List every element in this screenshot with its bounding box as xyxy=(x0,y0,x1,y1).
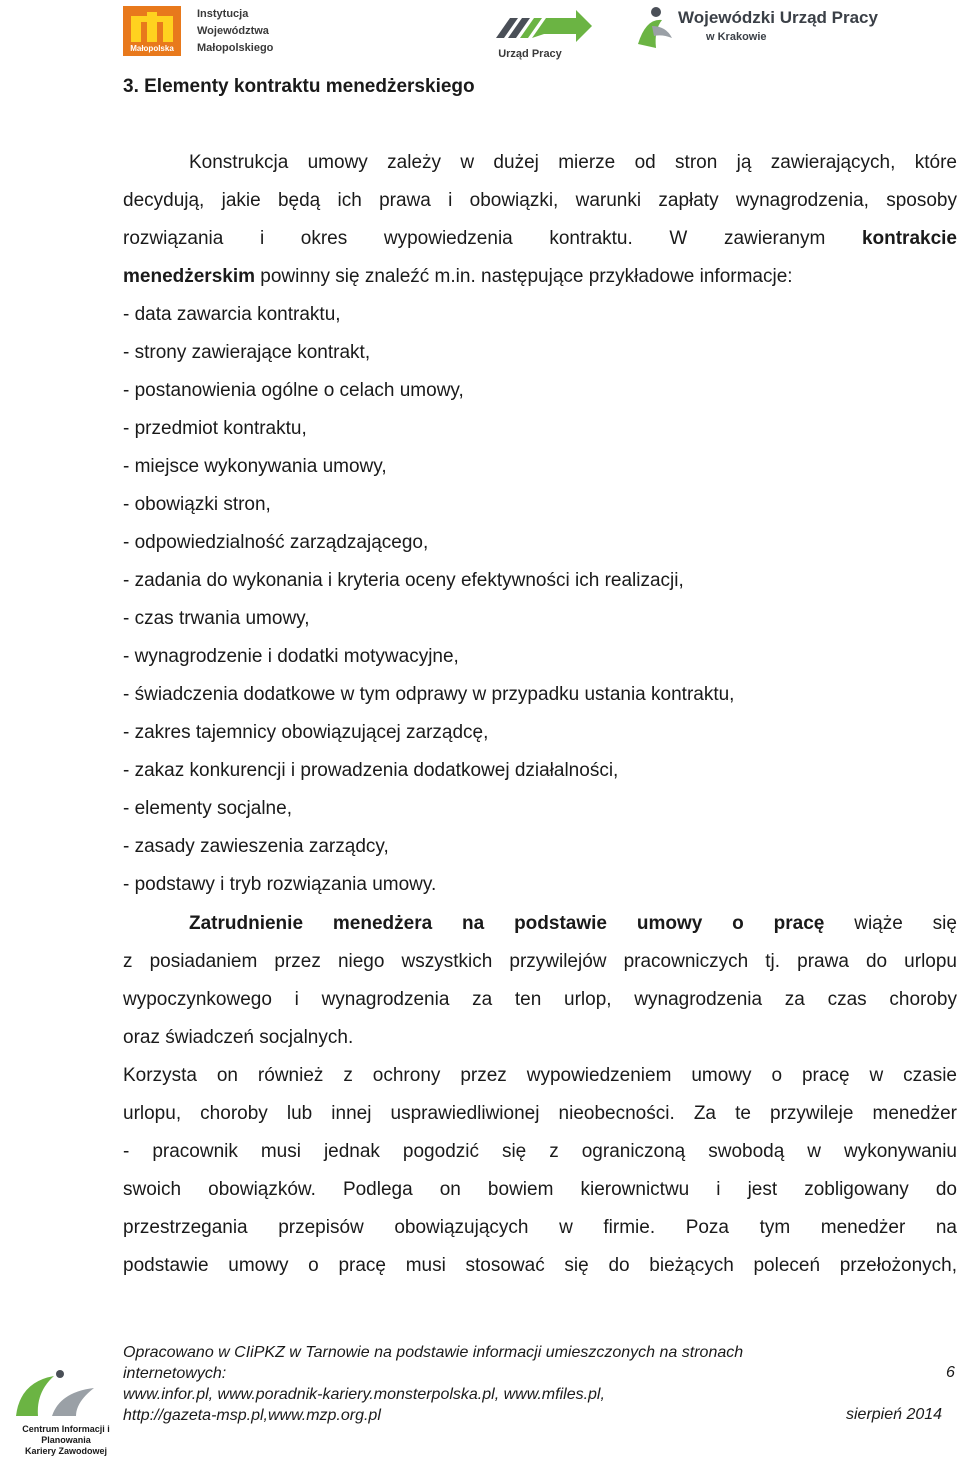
para3-line-5: przestrzegania przepisów obowiązujących w firmie. Poza tym menedżer na xyxy=(123,1217,957,1238)
para2-line-2: z posiadaniem przez niego wszystkich przywilejów pracowniczych tj. prawa do urlopu xyxy=(123,951,957,972)
section-heading: 3. Elementy kontraktu menedżerskiego xyxy=(123,76,475,97)
footer-line-2: internetowych: xyxy=(123,1365,227,1382)
footer-date: sierpień 2014 xyxy=(846,1406,943,1423)
intro-line-3-text: rozwiązania i okres wypowiedzenia kontraktu. W zawieranym xyxy=(123,228,826,249)
intro-keyword-menedzerskim: menedżerskim xyxy=(123,266,256,287)
para3-line-4: swoich obowiązków. Podlega on bowiem kierownictwu i jest zobligowany do xyxy=(123,1179,957,1200)
cipkz-logo xyxy=(2,1362,128,1454)
urzad-pracy-emblem xyxy=(492,4,596,48)
wup-logo xyxy=(632,4,932,56)
list-item: - strony zawierające kontrakt, xyxy=(123,342,371,363)
wup-emblem xyxy=(632,4,676,56)
para2-line-3: wypoczynkowego i wynagrodzenia za ten urlop, wynagrodzenia za czas choroby xyxy=(123,989,957,1010)
wup-name: Wojewódzki Urząd Pracy xyxy=(678,8,878,27)
page-header xyxy=(0,0,960,62)
logo-line-3: Małopolskiego xyxy=(197,42,274,54)
logo-line-2: Województwa xyxy=(197,25,269,37)
intro-line-1: Konstrukcja umowy zależy w dużej mierze od stron ją zawierających, które xyxy=(189,152,957,173)
logo-line-1: Instytucja xyxy=(197,8,249,20)
page-number: 6 xyxy=(946,1364,955,1381)
list-item: - data zawarcia kontraktu, xyxy=(123,304,341,325)
list-item: - miejsce wykonywania umowy, xyxy=(123,456,387,477)
urzad-pracy-logo xyxy=(492,4,596,60)
list-item: - wynagrodzenie i dodatki motywacyjne, xyxy=(123,646,459,667)
malopolska-emblem xyxy=(123,6,181,56)
list-item: - obowiązki stron, xyxy=(123,494,271,515)
intro-line-2: decydują, jakie będą ich prawa i obowiązki, warunki zapłaty wynagrodzenia, sposoby xyxy=(123,190,957,211)
urzad-pracy-caption: Urząd Pracy xyxy=(498,48,562,60)
emblem-label: Małopolska xyxy=(130,44,174,53)
list-item: - zakres tajemnicy obowiązującej zarządcę, xyxy=(123,722,489,743)
wup-location: w Krakowie xyxy=(706,31,767,43)
footer-line-1: Opracowano w CIiPKZ w Tarnowie na podstawie informacji umieszczonych na stronach xyxy=(123,1344,744,1361)
para2-line-4: oraz świadczeń socjalnych. xyxy=(123,1027,354,1048)
para3-line-2: urlopu, choroby lub innej usprawiedliwionej nieobecności. Za te przywileje menedżer xyxy=(123,1103,957,1124)
footer-sources-2: http://gazeta-msp.pl,www.mzp.org.pl xyxy=(123,1407,381,1424)
footer-sources: www.infor.pl, www.poradnik-kariery.monsterpolska.pl, www.mfiles.pl, xyxy=(123,1386,605,1403)
para2-line-1 xyxy=(189,912,957,936)
list-item: - przedmiot kontraktu, xyxy=(123,418,307,439)
cipkz-emblem xyxy=(2,1362,128,1424)
cipkz-caption-1: Centrum Informacji i Planowania xyxy=(22,1424,110,1445)
para3-line-6: podstawie umowy o pracę musi stosować się do bieżących poleceń przełożonych, xyxy=(123,1255,957,1276)
list-item: - postanowienia ogólne o celach umowy, xyxy=(123,380,464,401)
intro-line-3 xyxy=(123,227,957,251)
intro-keyword-kontrakcie: kontrakcie xyxy=(861,228,957,249)
para2-line-1-rest: wiąże się xyxy=(854,913,957,934)
list-item: - odpowiedzialność zarządzającego, xyxy=(123,532,429,553)
list-item: - podstawy i tryb rozwiązania umowy. xyxy=(123,874,437,895)
list-item: - zasady zawieszenia zarządcy, xyxy=(123,836,389,857)
para3-line-3: - pracownik musi jednak pogodzić się z ograniczoną swobodą w wykonywaniu xyxy=(123,1141,957,1162)
list-item: - zadania do wykonania i kryteria oceny efektywności ich realizacji, xyxy=(123,570,684,591)
list-item: - elementy socjalne, xyxy=(123,798,292,819)
list-item: - czas trwania umowy, xyxy=(123,608,310,629)
cipkz-caption-2: Kariery Zawodowej xyxy=(24,1446,108,1456)
para3-line-1: Korzysta on również z ochrony przez wypowiedzeniem umowy o pracę w czasie xyxy=(123,1065,957,1086)
list-item: - świadczenia dodatkowe w tym odprawy w przypadku ustania kontraktu, xyxy=(123,684,735,705)
intro-line-4 xyxy=(123,265,957,289)
institution-logo xyxy=(123,6,283,58)
intro-line-4-text: powinny się znaleźć m.in. następujące przykładowe informacje: xyxy=(260,266,793,287)
para2-bold-phrase: Zatrudnienie menedżera na podstawie umowy o pracę xyxy=(189,913,825,934)
list-item: - zakaz konkurencji i prowadzenia dodatkowej działalności, xyxy=(123,760,619,781)
